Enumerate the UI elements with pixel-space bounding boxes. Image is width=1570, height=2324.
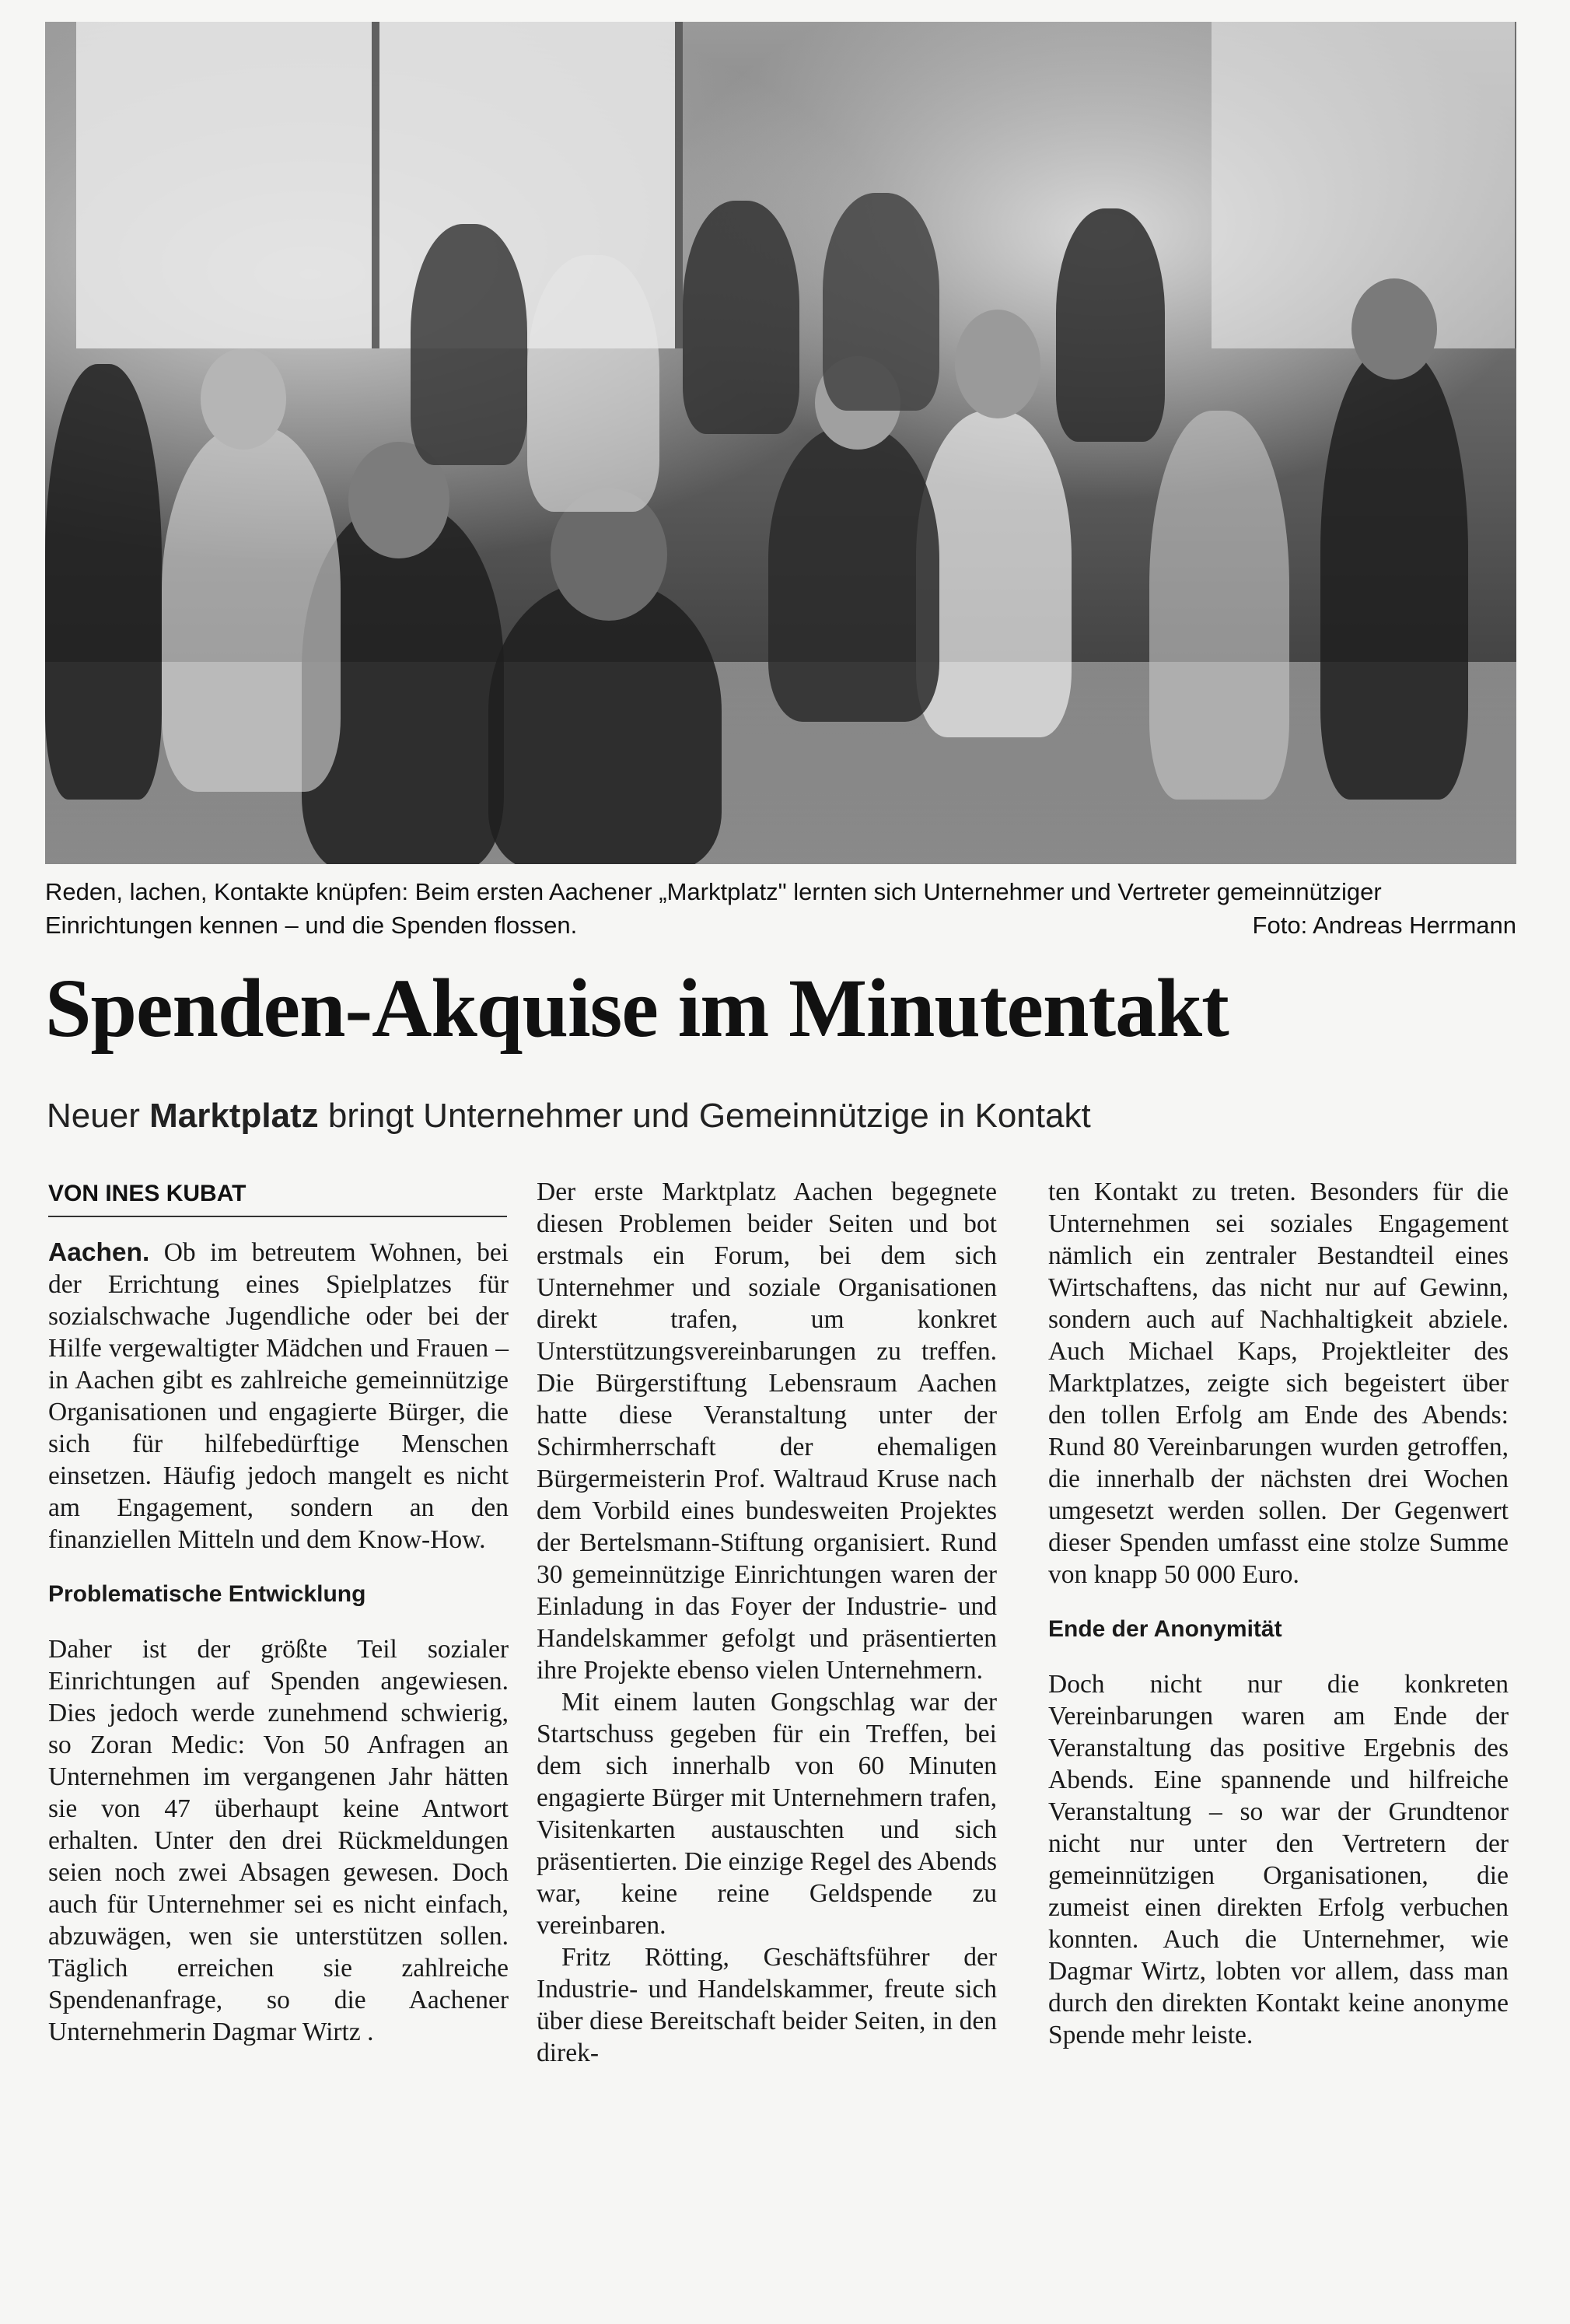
column3-paragraph-2: Doch nicht nur die konkreten Vereinbarungen waren am Ende der Veranstaltung das positive Ergebnis des Abends. Eine spannende und hilfreiche Veranstaltung – so war der Grundtenor nicht nur unter den Vertretern der gemeinnützigen Organisationen, die zumeist einen direkten Erfolg verbuchen konnten. Auch die Unternehmer, wie Dagmar Wirtz, lobten vor allem, dass man durch den direkten Kontakt keine anonyme Spende mehr leiste. xyxy=(1048,1670,1509,2049)
caption-text: Reden, lachen, Kontakte knüpfen: Beim ersten Aachener „Marktplatz" lernten sich Unternehmer und Vertreter gemeinnütziger Einrichtungen kennen – und die Spenden flossen. xyxy=(45,878,1382,939)
column2-paragraph-3: Fritz Rötting, Geschäftsführer der Industrie- und Handelskammer, freute sich über diese Bereitschaft beider Seiten, in den direk- xyxy=(537,1943,997,2067)
column1-paragraph-1 xyxy=(48,1237,509,1556)
subhead-bold: Marktplatz xyxy=(149,1097,319,1135)
article-column-1 xyxy=(48,1237,509,2048)
subheading-anonymity: Ende der Anonymität xyxy=(1048,1616,1282,1642)
subhead-before: Neuer xyxy=(47,1097,150,1135)
column2-paragraph-1: Der erste Marktplatz Aachen begegnete diesen Problemen beider Seiten und bot erstmals ein Forum, bei dem sich Unternehmer und soziale Organisationen direkt trafen, um konkret Unterstützungsvereinbarungen zu treffen. Die Bürgerstiftung Lebensraum Aachen hatte diese Veranstaltung unter der Schirmherrschaft der ehemaligen Bürgermeisterin Prof. Waltraud Kruse nach dem Vorbild eines bundesweiten Projektes der Bertelsmann-Stiftung organisiert. Rund 30 gemeinnützige Einrichtungen waren der Einladung in das Foyer der Industrie- und Handelskammer gefolgt und präsentierten ihre Projekte ebenso vielen Unternehmern. xyxy=(537,1178,997,1685)
article-column-2 xyxy=(537,1176,997,2069)
column3-paragraph-1: ten Kontakt zu treten. Besonders für die Unternehmen sei soziales Engagement nämlich ein zentraler Bestandteil eines Wirtschaftens, das nicht nur auf Gewinn, sondern auch auf Nachhaltigkeit abziele. Auch Michael Kaps, Projektleiter des Marktplatzes, zeigte sich begeistert über den tollen Erfolg am Ende des Abends: Rund 80 Vereinbarungen wurden getroffen, die innerhalb der nächsten drei Wochen umgesetzt werden sollen. Der Gegenwert dieser Spenden umfasst eine stolze Summe von knapp 50 000 Euro. xyxy=(1048,1178,1509,1589)
photo-caption xyxy=(45,875,1516,942)
subheadline xyxy=(47,1093,1493,1139)
column1-p1-text: Ob im betreutem Wohnen, bei der Errichtung eines Spielplatzes für sozialschwache Jugendliche oder bei der Hilfe vergewaltigter Mädchen und Frauen – in Aachen gibt es zahlreiche gemeinnützige Organisationen und engagierte Bürger, die sich für hilfebedürftige Menschen einsetzen. Häufig jedoch mangelt es nicht am Engagement, sondern an den finanziellen Mitteln und dem Know-How. xyxy=(48,1238,509,1554)
subhead-after: bringt Unternehmer und Gemeinnützige in Kontakt xyxy=(318,1097,1091,1135)
byline: VON INES KUBAT xyxy=(48,1178,507,1217)
column2-paragraph-2: Mit einem lauten Gongschlag war der Startschuss gegeben für ein Treffen, bei dem sich innerhalb von 60 Minuten engagierte Bürger mit Unternehmern trafen, Visitenkarten austauschten und sich präsentierten. Die einzige Regel des Abends war, keine reine Geldspende zu vereinbaren. xyxy=(537,1688,997,1940)
column1-paragraph-2: Daher ist der größte Teil sozialer Einrichtungen auf Spenden angewiesen. Dies jedoch werde zunehmend schwierig, so Zoran Medic: Von 50 Anfragen an Unternehmen im vergangenen Jahr hätten sie von 47 überhaupt keine Antwort erhalten. Unter den drei Rückmeldungen seien noch zwei Absagen gewesen. Doch auch für Unternehmer sei es nicht einfach, abzuwägen, wen sie unterstützen sollen. Täglich erreichen sie zahlreiche Spendenanfrage, so die Aachener Unternehmerin Dagmar Wirtz . xyxy=(48,1635,509,2046)
headline: Spenden-Akquise im Minutentakt xyxy=(45,963,1229,1055)
event-photo xyxy=(45,22,1516,864)
photo-credit: Foto: Andreas Herrmann xyxy=(1252,912,1516,939)
subheading-problematic: Problematische Entwicklung xyxy=(48,1581,366,1607)
dateline: Aachen. xyxy=(48,1238,150,1267)
article-column-3 xyxy=(1048,1176,1509,2051)
